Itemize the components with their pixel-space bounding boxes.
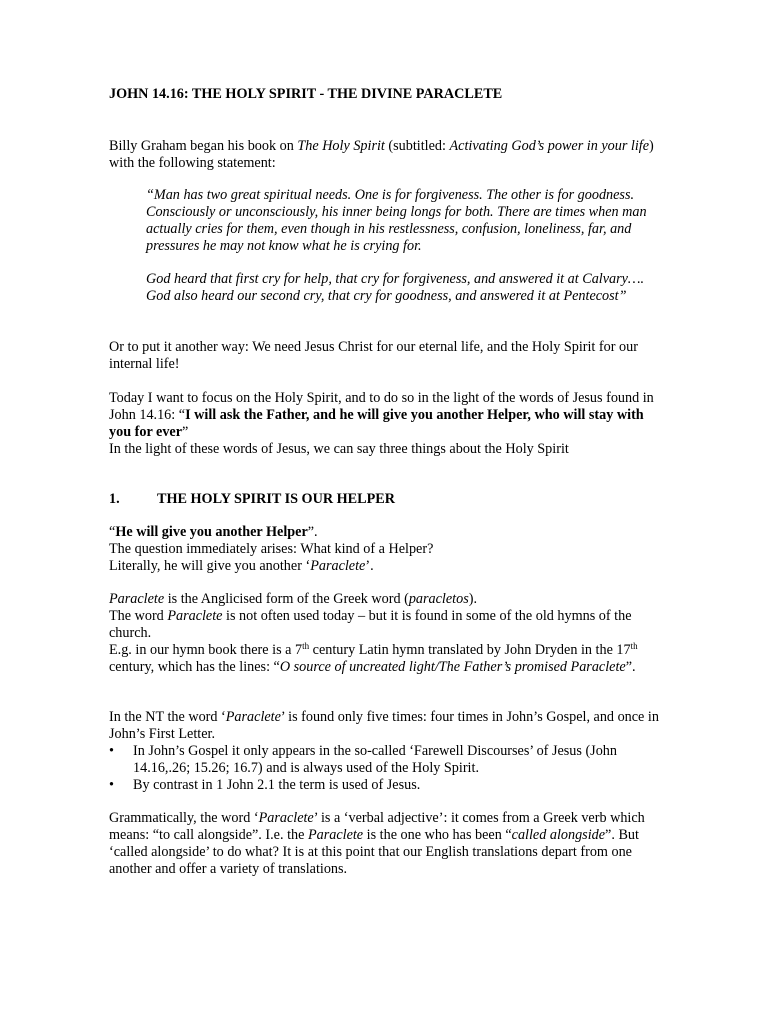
book-title: The Holy Spirit <box>297 138 385 154</box>
scripture-quote: I will ask the Father, and he will give you another Helper, who will stay with you for ever <box>109 407 644 440</box>
paraclete-text: century, which has the lines: “ <box>109 659 280 675</box>
helper-paragraph <box>109 524 669 575</box>
section-number: 1. <box>109 491 120 507</box>
bullet-item: • In John’s Gospel it only appears in the so-called ‘Farewell Discourses’ of Jesus (John 14.16,.26; 15.26; 16.7) and is always used of the Holy Spirit. <box>109 743 669 777</box>
called-alongside-term: called alongside <box>511 827 606 843</box>
focus-paragraph <box>109 390 669 458</box>
grammar-text: Grammatically, the word ‘ <box>109 810 259 826</box>
helper-quote: He will give you another Helper <box>115 524 308 540</box>
quote-paragraph-2: God heard that first cry for help, that cry for forgiveness, and answered it at Calvary…. God also heard our second cry, that cry for goodness, and answered it at Pentecost” <box>146 271 645 304</box>
paraclete-term: Paraclete <box>109 591 165 607</box>
nt-text-2: ’ is found only five times: four times in John’s Gospel, and once in John’s First Letter. <box>109 709 659 742</box>
paraclete-text: is not often used today – but it is found in some of the old hymns of the church. <box>109 608 632 641</box>
paraclete-term: Paraclete <box>258 810 314 826</box>
paraclete-text: ). <box>468 591 478 607</box>
paraphrase-paragraph: Or to put it another way: We need Jesus Christ for our eternal life, and the Holy Spirit for our internal life! <box>109 339 638 372</box>
focus-text-2: ” <box>182 424 189 440</box>
paraclete-term: Paraclete <box>310 558 366 574</box>
paraclete-term: Paraclete <box>167 608 223 624</box>
grammar-text: ”. But ‘called alongside’ to do what? It is at this point that our English translations depart from one another and offer a variety of translations. <box>109 827 639 877</box>
document-title: JOHN 14.16: THE HOLY SPIRIT - THE DIVINE PARACLETE <box>109 86 503 102</box>
hymn-lines: O source of uncreated light/The Father’s promised Paraclete <box>279 659 626 675</box>
paraclete-term: Paraclete <box>307 827 364 843</box>
intro-text-3: ) with the following statement: <box>109 138 654 171</box>
nt-paragraph <box>109 709 669 743</box>
quote-paragraph-1: “Man has two great spiritual needs. One is for forgiveness. The other is for goodness. Consciously or unconsciously, his inner being longs for both. There are times when man actually cries for them, even though in his restlessness, confusion, loneliness, far, and pressures he may not know what he is crying for. <box>146 187 647 254</box>
section-1-heading <box>109 491 669 508</box>
paraclete-text: The word <box>109 608 168 624</box>
section-title: THE HOLY SPIRIT IS OUR HELPER <box>157 491 395 507</box>
book-subtitle: Activating God’s power in your life <box>449 138 650 154</box>
paraclete-text: E.g. in our hymn book there is a 7 <box>109 642 303 658</box>
helper-close-quote: ”. <box>307 524 318 540</box>
helper-text-b: ’. <box>365 558 374 574</box>
paraclete-text: is the Anglicised form of the Greek word ( <box>164 591 409 607</box>
paraclete-term: Paraclete <box>225 709 281 725</box>
paraclete-paragraph <box>109 591 669 676</box>
helper-open-quote: “ <box>109 524 116 540</box>
intro-text-2: (subtitled: <box>384 138 450 154</box>
intro-paragraph <box>109 138 669 172</box>
helper-text-a: Literally, he will give you another ‘ <box>109 558 311 574</box>
greek-term: paracletos <box>408 591 469 607</box>
ordinal-suffix: th <box>302 641 310 651</box>
focus-text-3: In the light of these words of Jesus, we can say three things about the Holy Spirit <box>109 441 569 457</box>
paraclete-text: century Latin hymn translated by John Dryden in the 17 <box>309 642 631 658</box>
grammar-text: is the one who has been “ <box>363 827 512 843</box>
nt-text-1: In the NT the word ‘ <box>109 709 226 725</box>
usage-bullet-list <box>109 743 669 794</box>
intro-text-1: Billy Graham began his book on <box>109 138 298 154</box>
ordinal-suffix: th <box>630 641 638 651</box>
grammar-text: ’ is a ‘verbal adjective’: it comes from a Greek verb which means: “to call alongside”. I.e. the <box>109 810 645 843</box>
grammar-paragraph <box>109 810 669 878</box>
focus-text-1: Today I want to focus on the Holy Spirit, and to do so in the light of the words of Jesus found in John 14.16: “ <box>109 390 654 423</box>
bullet-item: • By contrast in 1 John 2.1 the term is used of Jesus. <box>109 777 669 794</box>
helper-question: The question immediately arises: What kind of a Helper? <box>109 541 434 557</box>
paraclete-text: ”. <box>625 659 636 675</box>
